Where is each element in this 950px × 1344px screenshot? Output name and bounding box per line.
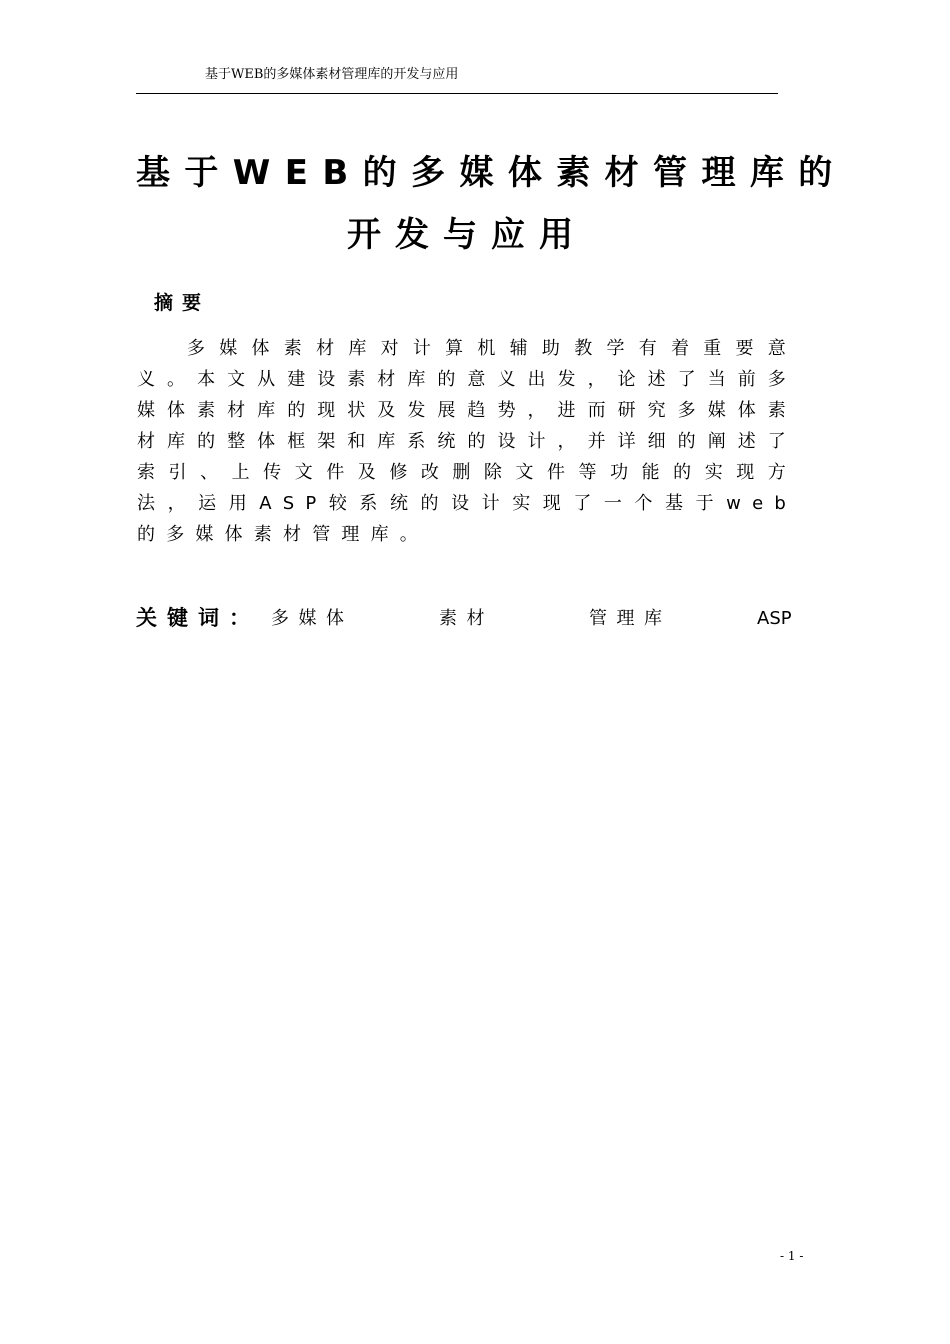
abstract-body: 多媒体素材库对计算机辅助教学有着重要意义。本文从建设素材库的意义出发，论述了当前多媒体素材库的现状及发展趋势，进而研究多媒体素材库的整体框架和库系统的设计，并详细的阐述了索引、上传文件及修改删除文件等功能的实现方法，运用ASP较系统的设计实现了一个基于web的多媒体素材管理库。 — [137, 338, 797, 545]
page-number: - 1 - — [780, 1249, 804, 1263]
keyword-item: 管理库 — [589, 608, 672, 629]
keywords-row — [136, 604, 796, 632]
abstract-heading: 摘要 — [154, 292, 211, 314]
document-title-line-2: 开发与应用 — [347, 215, 587, 255]
keyword-item: 多媒体 — [271, 608, 354, 629]
document-title-line-1: 基于WEB的多媒体素材管理库的 — [136, 153, 847, 193]
header-rule — [136, 93, 778, 94]
running-header: 基于WEB的多媒体素材管理库的开发与应用 — [205, 67, 459, 82]
keyword-item: ASP — [757, 608, 792, 629]
keywords-label: 关键词： — [136, 606, 260, 630]
keyword-item: 素材 — [439, 608, 494, 629]
